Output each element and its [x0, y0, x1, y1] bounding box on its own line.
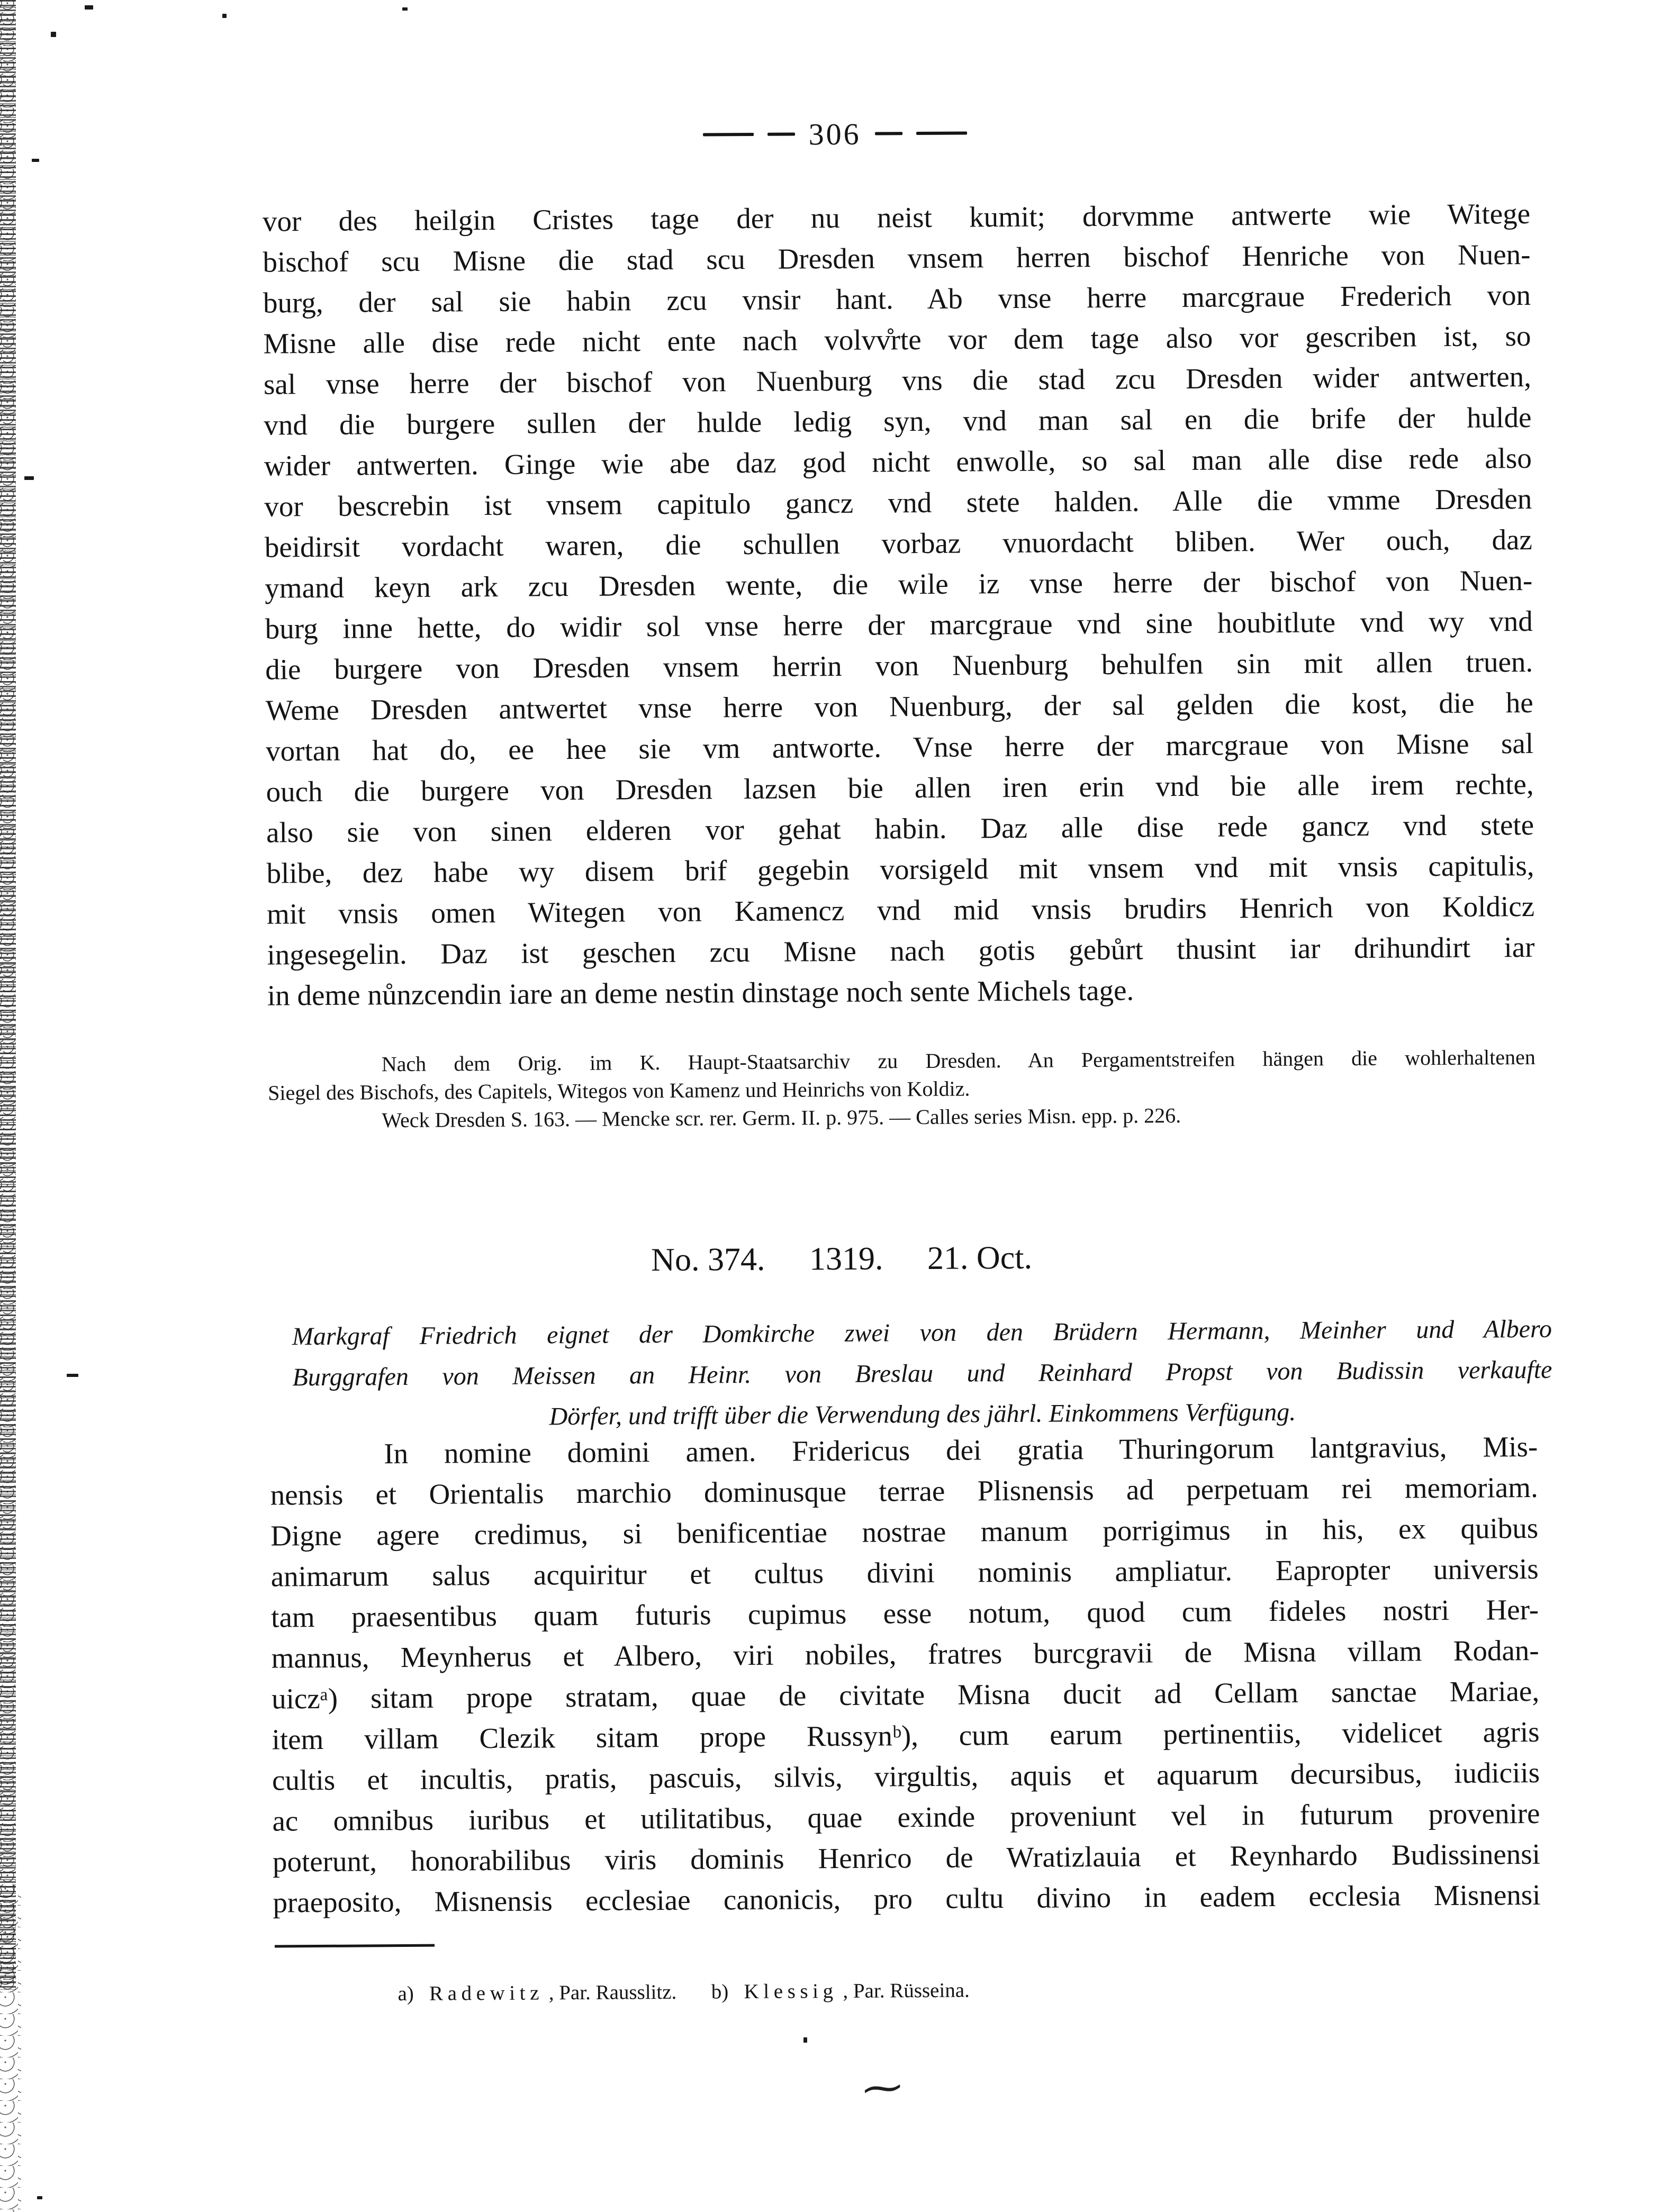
text-line: ouch die burgere von Dresden lazsen bie allen iren erin vnd bie alle irem rechte, [266, 764, 1533, 812]
header-rule-right-long [916, 131, 967, 135]
scan-speck [51, 32, 56, 37]
scan-edge-noise [0, 0, 16, 1990]
text-line: nensis et Orientalis marchio dominusque terrae Plisnensis ad perpetuam rei memoriam. [270, 1467, 1538, 1516]
text-line: praeposito, Misnensis ecclesiae canonicis, pro cultu divino in eadem ecclesia Misnensi [273, 1874, 1540, 1923]
regest-line: Markgraf Friedrich eignet der Domkirche zwei von den Brüdern Hermann, Meinher und Albero [292, 1309, 1552, 1357]
text-line: Misne alle dise rede nicht ente nach volvv̊rte vor dem tage also vor gescriben ist, so [263, 315, 1531, 364]
text-line: cultis et incultis, pratis, pascuis, silvis, virgultis, aquis et aquarum decursibus, iudiciis [272, 1752, 1540, 1801]
scan-speck [803, 2037, 807, 2043]
note-line: Siegel des Bischofs, des Capitels, Witegos von Kamenz und Heinrichs von Koldiz. [268, 1071, 1536, 1107]
text-line: also sie von sinen elderen vor gehat habin. Daz alle dise rede gancz vnd stete [266, 804, 1534, 853]
text-line: uiczᵃ) sitam prope stratam, quae de civitate Misna ducit ad Cellam sanctae Mariae, [272, 1671, 1539, 1719]
header-rule-left-short [767, 132, 795, 135]
entry-number: No. 374. [651, 1241, 765, 1278]
text-line: die burgere von Dresden vnsem herrin von Nuenburg behulfen sin mit allen truen. [265, 641, 1533, 690]
text-line: In nomine domini amen. Fridericus dei gratia Thuringorum lantgravius, Mis- [270, 1426, 1538, 1475]
scan-speck [37, 2196, 42, 2199]
note-line: Weck Dresden S. 163. — Mencke scr. rer. Germ. II. p. 975. — Calles series Misn. epp. p. 226. [268, 1099, 1536, 1135]
scan-speck [24, 476, 34, 480]
scan-edge-noise-bottom [0, 1884, 21, 2212]
text-line: mit vnsis omen Witegen von Kamencz vnd mid vnsis brudirs Henrich von Koldicz [267, 886, 1534, 935]
text-line: ingesegelin. Daz ist geschen zcu Misne nach gotis gebůrt thusint iar drihundirt iar [267, 927, 1534, 975]
text-line: vor bescrebin ist vnsem capitulo gancz vnd stete halden. Alle die vmme Dresden [264, 478, 1532, 527]
text-line: in deme nůnzcendin iare an deme nestin dinstage noch sente Michels tage. [267, 967, 1535, 1016]
text-line: vortan hat do, ee hee sie vm antworte. Vnse herre der marcgraue von Misne sal [266, 723, 1533, 772]
footnote-name-b: Klessig [744, 1980, 837, 2003]
text-line: blibe, dez habe wy disem brif gegebin vorsigeld mit vnsem vnd mit vnsis capitulis, [266, 845, 1534, 894]
source-notes [268, 1043, 1536, 1135]
regest-line: Dörfer, und trifft über die Verwendung des jährl. Einkommens Verfügung. [293, 1390, 1552, 1439]
scan-speck [402, 7, 408, 11]
footnote-name-a: Radewitz [429, 1981, 544, 2005]
text-line: ymand keyn ark zcu Dresden wente, die wile iz vnse herre der bischof von Nuen- [265, 560, 1532, 609]
footnote-marker-a: a) [398, 1982, 414, 2005]
footnote-rest-a: , Par. Rausslitz. [549, 1981, 677, 2004]
entry-date: 21. Oct. [927, 1240, 1032, 1276]
regest-summary [292, 1309, 1552, 1439]
text-line: bischof scu Misne die stad scu Dresden vnsem herren bischof Henriche von Nuen- [263, 234, 1530, 283]
footnote-rule [275, 1944, 435, 1948]
entry-heading [2, 1232, 1680, 1285]
scan-speck [67, 1374, 78, 1377]
text-line: vor des heilgin Cristes tage der nu neist kumit; dorvmme antwerte wie Witege [263, 193, 1530, 242]
text-line: burg inne hette, do widir sol vnse herre der marcgraue vnd sine houbitlute vnd wy vnd [265, 601, 1533, 649]
entry-year: 1319. [809, 1240, 883, 1277]
scan-speck [222, 14, 227, 18]
scan-speck [32, 159, 39, 162]
text-line: animarum salus acquiritur et cultus divini nominis ampliatur. Eapropter universis [270, 1548, 1538, 1597]
regest-line: Burggrafen von Meissen an Heinr. von Breslau und Reinhard Propst von Budissin verkaufte [292, 1349, 1552, 1398]
text-line: item villam Clezik sitam prope Russynᵇ), cum earum pertinentiis, videlicet agris [272, 1711, 1539, 1760]
german-charter-text [263, 193, 1535, 1016]
text-line: burg, der sal sie habin zcu vnsir hant. Ab vnse herre marcgraue Frederich von [263, 275, 1531, 323]
scan-speck [85, 5, 93, 10]
text-line: wider antwerten. Ginge wie abe daz god nicht enwolle, so sal man alle dise rede also [264, 438, 1532, 486]
footnote-rest-b: , Par. Rüsseina. [843, 1979, 970, 2002]
page-header [0, 107, 1675, 160]
text-line: ac omnibus iuribus et utilitatibus, quae exinde proveniunt vel in futurum provenire [272, 1793, 1540, 1842]
text-line: sal vnse herre der bischof von Nuenburg vns die stad zcu Dresden wider antwerten, [264, 356, 1531, 405]
text-line: Digne agere credimus, si benificentiae nostrae manum porrigimus in his, ex quibus [270, 1508, 1538, 1556]
header-rule-right-short [875, 132, 902, 135]
scan-squiggle-mark: ⁓ [861, 2059, 970, 2114]
note-line: Nach dem Orig. im K. Haupt-Staatsarchiv zu Dresden. An Pergamentstreifen hängen die wohlerhaltenen [268, 1043, 1536, 1079]
page-number: 306 [808, 116, 861, 152]
footnote-marker-b: b) [711, 1980, 729, 2003]
latin-charter-text [270, 1426, 1541, 1923]
text-line: poterunt, honorabilibus viris dominis Henrico de Wratizlauia et Reynhardo Budissinensi [273, 1834, 1540, 1882]
header-rule-left-long [703, 133, 754, 137]
text-line: vnd die burgere sullen der hulde ledig syn, vnd man sal en die brife der hulde [264, 397, 1531, 446]
text-line: mannus, Meynherus et Albero, viri nobiles, fratres burcgravii de Misna villam Rodan- [271, 1630, 1539, 1679]
text-line: Weme Dresden antwertet vnse herre von Nuenburg, der sal gelden die kost, die he [265, 682, 1533, 731]
text-line: tam praesentibus quam futuris cupimus esse notum, quod cum fideles nostri Her- [271, 1589, 1539, 1638]
text-line: beidirsit vordacht waren, die schullen vorbaz vnuordacht bliben. Wer ouch, daz [265, 519, 1532, 568]
footnote-line [398, 1973, 1562, 2008]
